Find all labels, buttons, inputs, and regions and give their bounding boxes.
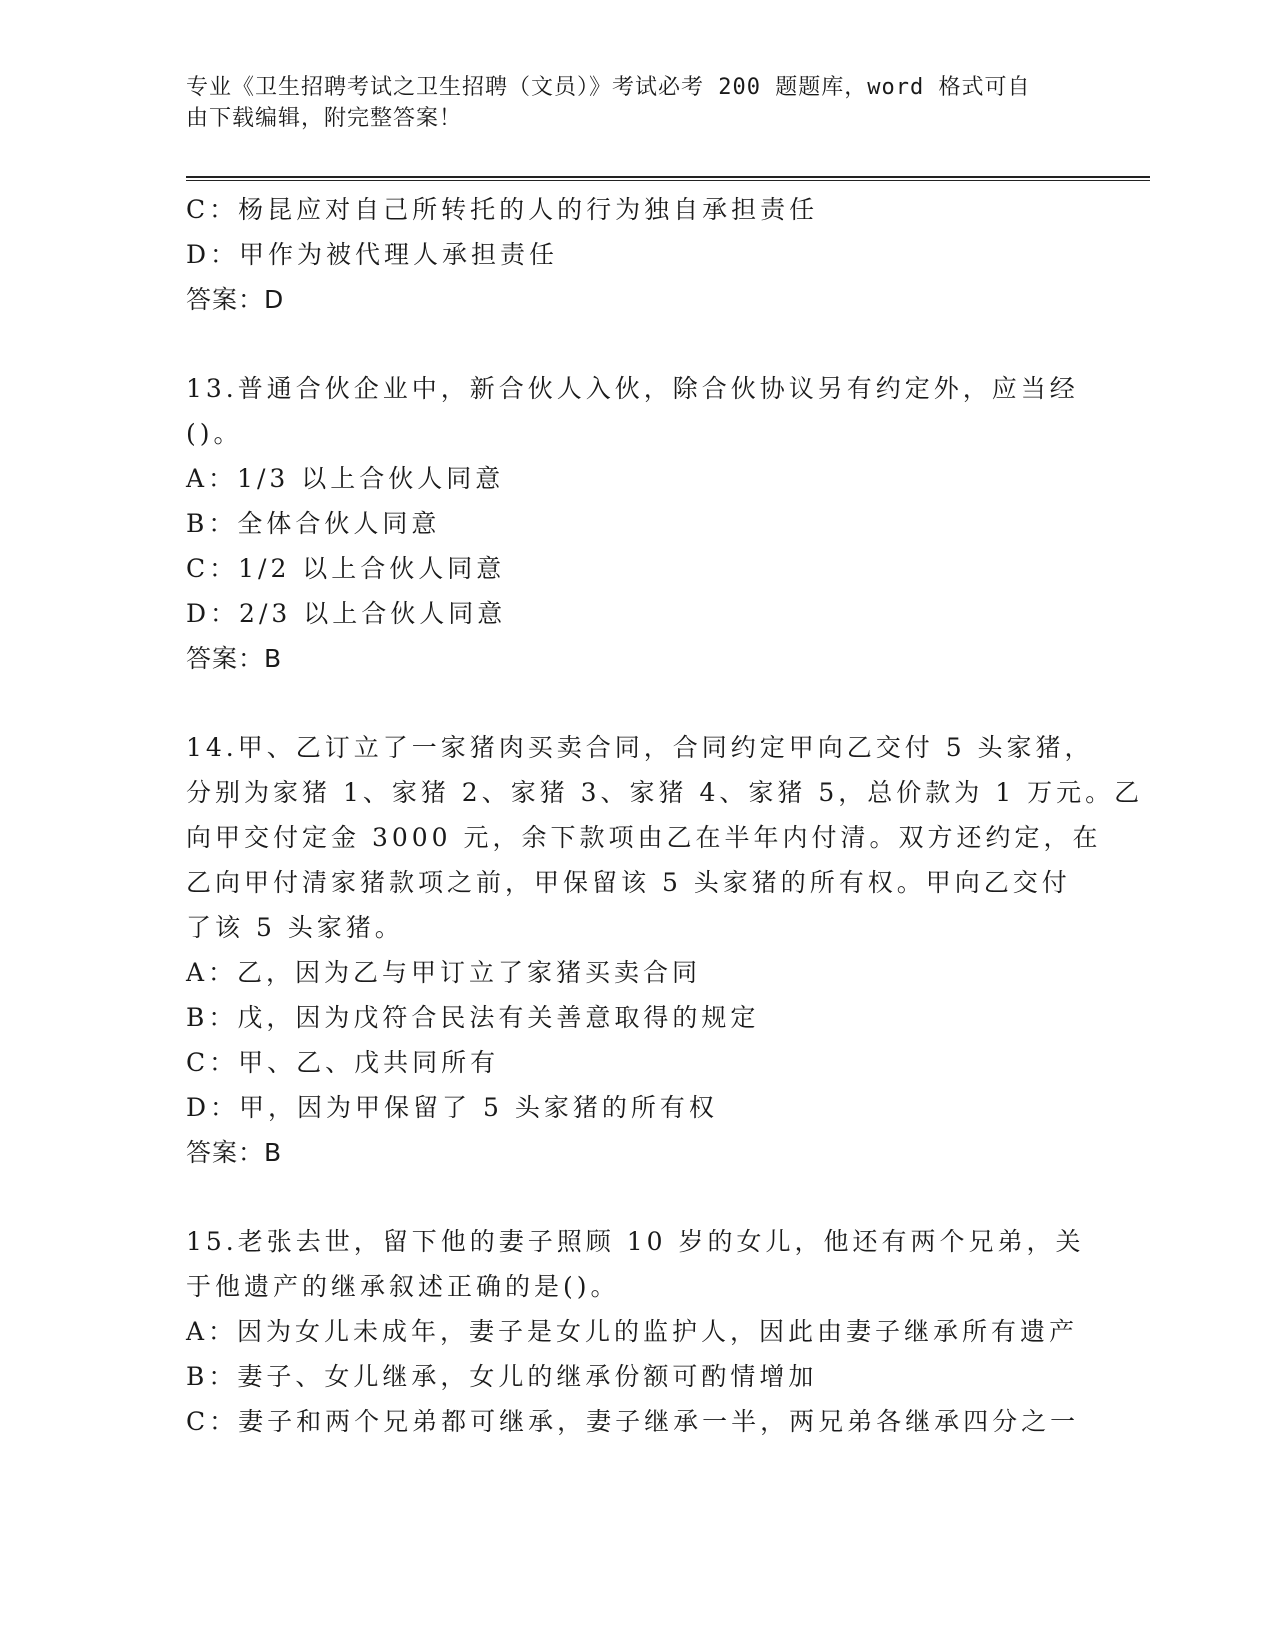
option-b: B：妻子、女儿继承，女儿的继承份额可酌情增加 (186, 1362, 818, 1391)
question-stem-line: 于他遗产的继承叙述正确的是()。 (186, 1272, 620, 1301)
question-stem-line: 乙向甲付清家猪款项之前，甲保留该 5 头家猪的所有权。甲向乙交付 (186, 868, 1071, 897)
header-line-1: 专业《卫生招聘考试之卫生招聘（文员）》考试必考 200 题题库，word 格式可自 (186, 75, 1031, 100)
answer-line: 答案：B (186, 644, 283, 673)
option-b: B：戊，因为戊符合民法有关善意取得的规定 (186, 1003, 760, 1032)
option-a: A：乙，因为乙与甲订立了家猪买卖合同 (186, 958, 702, 987)
question-block-prev (186, 187, 1086, 322)
question-stem-line: 15.老张去世，留下他的妻子照顾 10 岁的女儿，他还有两个兄弟，关 (186, 1227, 1085, 1256)
option-b: B：全体合伙人同意 (186, 509, 441, 538)
option-c: C：妻子和两个兄弟都可继承，妻子继承一半，两兄弟各继承四分之一 (186, 1407, 1080, 1436)
option-d: D：甲，因为甲保留了 5 头家猪的所有权 (186, 1093, 718, 1122)
question-block-14 (186, 725, 1144, 1175)
document-header (186, 72, 1066, 134)
option-a: A：1/3 以上合伙人同意 (186, 464, 505, 493)
option-d: D：甲作为被代理人承担责任 (186, 240, 559, 269)
answer-line: 答案：B (186, 1138, 283, 1167)
question-block-13 (186, 366, 1086, 681)
option-a: A：因为女儿未成年，妻子是女儿的监护人，因此由妻子继承所有遗产 (186, 1317, 1079, 1346)
question-stem-line: ()。 (186, 419, 243, 448)
option-d: D：2/3 以上合伙人同意 (186, 599, 507, 628)
question-stem-line: 了该 5 头家猪。 (186, 913, 404, 942)
document-body (186, 187, 1144, 1444)
question-stem-line: 13.普通合伙企业中，新合伙人入伙，除合伙协议另有约定外，应当经 (186, 374, 1079, 403)
question-block-15 (186, 1219, 1086, 1444)
question-stem-line: 向甲交付定金 3000 元，余下款项由乙在半年内付清。双方还约定，在 (186, 823, 1102, 852)
option-c: C：杨昆应对自己所转托的人的行为独自承担责任 (186, 195, 819, 224)
header-line-2: 由下载编辑，附完整答案！ (186, 106, 463, 131)
header-divider (186, 176, 1150, 181)
option-c: C：1/2 以上合伙人同意 (186, 554, 506, 583)
question-stem-line: 分别为家猪 1、家猪 2、家猪 3、家猪 4、家猪 5，总价款为 1 万元。乙 (186, 778, 1144, 807)
question-stem-line: 14.甲、乙订立了一家猪肉买卖合同，合同约定甲向乙交付 5 头家猪， (186, 733, 1094, 762)
option-c: C：甲、乙、戊共同所有 (186, 1048, 500, 1077)
answer-line: 答案：D (186, 285, 285, 314)
